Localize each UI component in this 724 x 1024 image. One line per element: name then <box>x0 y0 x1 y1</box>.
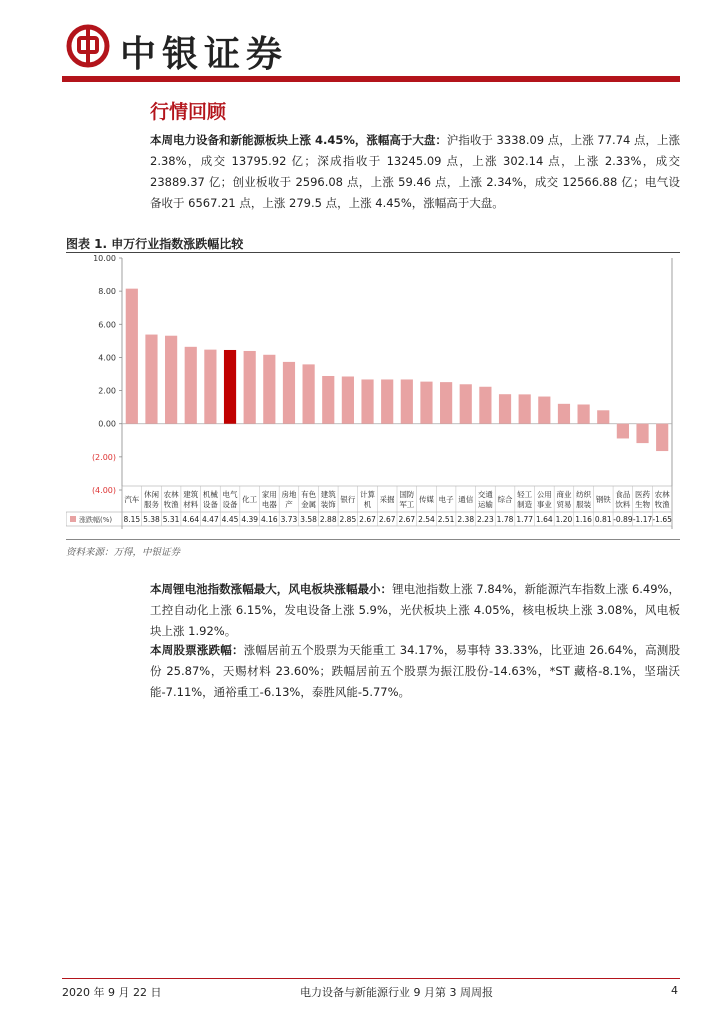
bar <box>440 382 452 424</box>
brand-name: 中银证券 <box>120 33 289 75</box>
figure-title: 图表 1. 申万行业指数涨跌幅比较 <box>66 237 244 251</box>
data-label: 3.73 <box>280 515 298 524</box>
stock-performance-paragraph <box>150 640 680 703</box>
figure-source: 资料来源：万得，中银证券 <box>66 547 181 558</box>
x-category-label: 服装 <box>576 500 592 509</box>
section-title: 行情回顾 <box>150 101 227 123</box>
x-category-label: 机械 <box>202 490 218 499</box>
bar <box>244 351 256 424</box>
x-category-label: 交通 <box>477 490 493 499</box>
data-label: 2.67 <box>359 515 376 524</box>
bar <box>617 424 629 439</box>
x-category-label: 化工 <box>242 495 258 504</box>
data-label: 5.31 <box>162 515 180 524</box>
x-category-label: 电气 <box>222 490 238 499</box>
footer-report-title: 电力设备与新能源行业 9 月第 3 周周报 <box>300 986 493 999</box>
bar <box>479 387 491 424</box>
page-number: 4 <box>671 984 678 997</box>
x-category-label: 休闲 <box>143 490 159 499</box>
data-label: 5.38 <box>143 515 160 524</box>
x-category-label: 综合 <box>497 495 513 504</box>
x-category-label: 商业 <box>556 490 572 499</box>
x-category-label: 公用 <box>536 490 552 499</box>
x-category-label: 产 <box>285 500 293 509</box>
data-label: 4.64 <box>182 515 200 524</box>
bar <box>401 379 413 423</box>
x-category-label: 装饰 <box>320 500 336 509</box>
data-label: 1.16 <box>575 515 592 524</box>
x-category-label: 事业 <box>536 500 552 509</box>
x-category-label: 计算 <box>360 490 376 499</box>
figure-bottom-rule <box>66 539 680 540</box>
industry-change-bar-chart <box>66 254 680 530</box>
y-tick-label: 4.00 <box>98 353 116 363</box>
bar <box>499 394 511 423</box>
data-label: 4.39 <box>241 515 259 524</box>
data-label: 1.78 <box>496 515 514 524</box>
paragraph-body: 涨幅居前五个股票为天能重工 34.17%，易事特 33.33%，比亚迪 26.64%，高测股份 25.87%，天赐材料 23.60%；跌幅居前五个股票为振江股份-14.63%，*ST 藏格-8.1%，坚瑞沃能-7.11%，通裕重工-6.13%，泰胜风能-5.77%。 <box>150 643 681 699</box>
x-category-label: 运输 <box>477 500 493 509</box>
y-tick-label: (2.00) <box>91 452 116 462</box>
data-label: 1.77 <box>516 515 534 524</box>
x-category-label: 牧渔 <box>654 500 670 509</box>
x-category-label: 牧渔 <box>163 500 179 509</box>
bar <box>381 379 393 423</box>
bar <box>636 424 648 443</box>
bar <box>303 364 315 423</box>
x-category-label: 采掘 <box>379 495 395 504</box>
data-label: 2.38 <box>457 515 475 524</box>
x-category-label: 农林 <box>163 490 179 499</box>
bar <box>165 336 177 424</box>
series-label: 涨跌幅(%) <box>79 516 113 524</box>
bar <box>420 382 432 424</box>
bar <box>578 404 590 423</box>
x-category-label: 金属 <box>301 500 317 509</box>
x-category-label: 设备 <box>202 500 218 509</box>
bar <box>185 347 197 424</box>
bar <box>224 350 236 424</box>
x-category-label: 服务 <box>143 500 159 509</box>
x-category-label: 生物 <box>635 500 651 509</box>
x-category-label: 医药 <box>635 490 651 499</box>
data-label: 2.88 <box>319 515 337 524</box>
bar <box>283 362 295 424</box>
bar <box>558 404 570 424</box>
data-label: 2.23 <box>477 515 494 524</box>
bar <box>263 355 275 424</box>
footer-date: 2020 年 9 月 22 日 <box>62 986 162 999</box>
x-category-label: 贸易 <box>556 500 572 509</box>
x-category-label: 军工 <box>399 500 415 509</box>
bar <box>322 376 334 424</box>
x-category-label: 房地 <box>281 490 297 499</box>
x-category-label: 农林 <box>654 490 670 499</box>
bar <box>204 350 216 424</box>
data-label: 3.58 <box>300 515 317 524</box>
data-label: 2.85 <box>339 515 357 524</box>
x-category-label: 材料 <box>183 500 199 509</box>
x-category-label: 制造 <box>517 500 533 509</box>
data-label: 2.54 <box>418 515 435 524</box>
x-category-label: 传媒 <box>418 495 434 504</box>
sector-performance-paragraph <box>150 579 680 642</box>
x-category-label: 电子 <box>438 495 454 504</box>
paragraph-lead: 本周电力设备和新能源板块上涨 4.45%，涨幅高于大盘： <box>150 133 447 147</box>
x-category-label: 钢铁 <box>595 495 611 504</box>
x-category-label: 家用 <box>261 490 277 499</box>
x-category-label: 汽车 <box>124 495 140 504</box>
x-category-label: 银行 <box>340 495 356 504</box>
y-tick-label: 0.00 <box>98 419 116 429</box>
data-label: -1.65 <box>652 515 672 524</box>
bar <box>460 384 472 423</box>
y-tick-label: 6.00 <box>98 320 116 330</box>
bar <box>145 335 157 424</box>
y-tick-label: 8.00 <box>98 287 116 297</box>
x-category-label: 饮料 <box>615 500 631 509</box>
x-category-label: 有色 <box>301 490 317 499</box>
bank-of-china-logo-icon <box>66 24 110 68</box>
bar <box>538 397 550 424</box>
bar <box>361 379 373 423</box>
x-category-label: 轻工 <box>517 490 533 499</box>
bar <box>519 394 531 423</box>
data-label: 2.51 <box>437 515 455 524</box>
paragraph-body: 锂电池指数上涨 7.84%，新能源汽车指数上涨 6.49%，工控自动化上涨 6.15%，发电设备上涨 5.9%，光伏板块上涨 4.05%，核电板块上涨 3.08%，风电板块上涨 1.92%。 <box>150 582 680 638</box>
data-label: 2.67 <box>378 515 396 524</box>
x-category-label: 电器 <box>261 500 277 509</box>
data-label: 1.20 <box>555 515 573 524</box>
x-category-label: 建筑 <box>320 490 336 499</box>
bar <box>656 424 668 451</box>
y-tick-label: 10.00 <box>93 254 116 263</box>
paragraph-lead: 本周股票涨跌幅： <box>150 643 244 657</box>
data-label: 2.67 <box>398 515 416 524</box>
data-label: 8.15 <box>123 515 141 524</box>
data-label: 1.64 <box>535 515 553 524</box>
bar <box>342 376 354 423</box>
data-label: 4.45 <box>221 515 239 524</box>
series-legend-swatch <box>70 516 76 522</box>
x-category-label: 国防 <box>399 490 415 499</box>
y-tick-label: 2.00 <box>98 386 116 396</box>
x-category-label: 设备 <box>222 500 238 509</box>
header-rule <box>62 76 680 82</box>
footer-rule <box>62 978 680 979</box>
x-category-label: 建筑 <box>183 490 199 499</box>
y-tick-label: (4.00) <box>91 486 116 495</box>
x-category-label: 机 <box>363 500 372 509</box>
x-category-label: 食品 <box>615 490 631 499</box>
bar <box>126 289 138 424</box>
data-label: 0.81 <box>594 515 612 524</box>
data-label: -0.89 <box>613 515 633 524</box>
bar <box>597 410 609 423</box>
figure-top-rule <box>66 252 680 253</box>
data-label: 4.47 <box>202 515 219 524</box>
x-category-label: 纺织 <box>576 490 592 499</box>
data-label: 4.16 <box>260 515 278 524</box>
paragraph-body: 沪指收于 3338.09 点，上涨 77.74 点，上涨 2.38%，成交 13795.92 亿；深成指收于 13245.09 点，上涨 302.14 点，上涨 2.33%，成交 23889.37 亿；创业板收于 2596.08 点，上涨 59.46 点，上涨 2.34%，成交 12566.88 亿；电气设备收于 6567.21 点，上涨 279.5 点，上涨 4.45%，涨幅高于大盘。 <box>150 133 681 210</box>
x-category-label: 通信 <box>458 495 474 504</box>
paragraph-lead: 本周锂电池指数涨幅最大，风电板块涨幅最小： <box>150 582 393 596</box>
data-label: -1.17 <box>632 515 653 524</box>
market-review-paragraph <box>150 130 680 214</box>
